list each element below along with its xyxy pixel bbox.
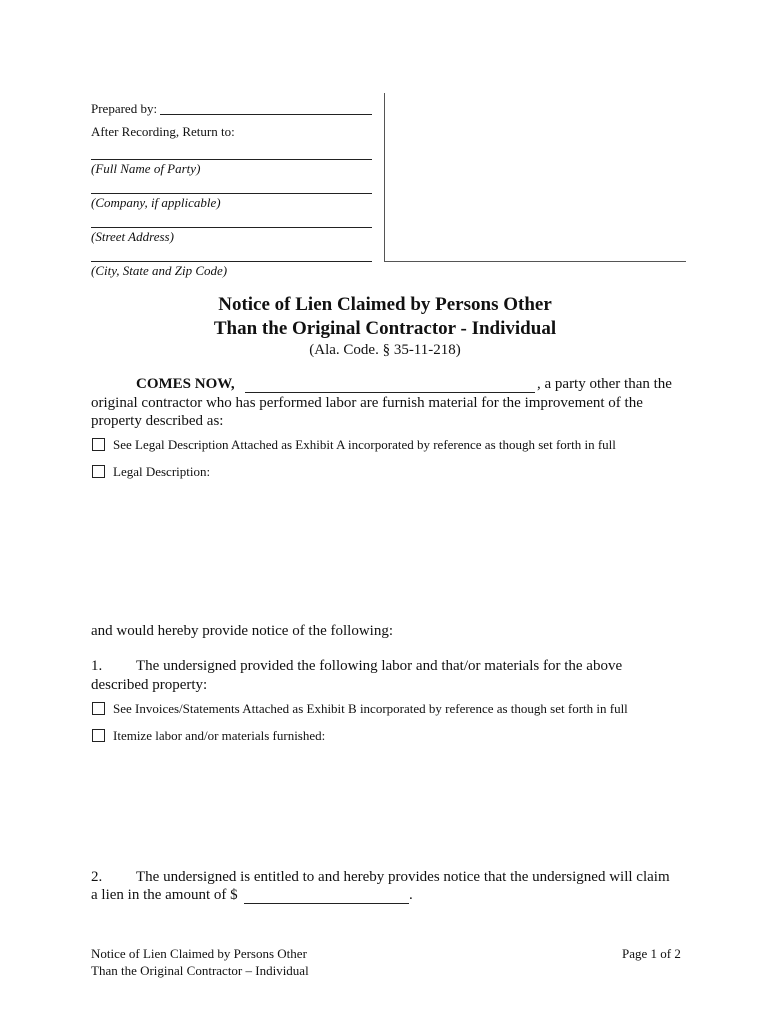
- itemize-label: Itemize labor and/or materials furnished:: [113, 728, 326, 743]
- item2-text-line1: The undersigned is entitled to and hereby provides notice that the undersigned will claim: [136, 869, 670, 885]
- company-caption: (Company, if applicable): [91, 195, 221, 210]
- intro-line2: original contractor who has performed labor are furnish material for the improvement of the: [91, 395, 643, 411]
- document-title-line2: Than the Original Contractor - Individual: [213, 318, 557, 339]
- item1-text-line1: The undersigned provided the following labor and that/or materials for the above: [136, 658, 623, 674]
- exhibit-b-label: See Invoices/Statements Attached as Exhibit B incorporated by reference as though set forth in full: [113, 701, 628, 716]
- city-caption: (City, State and Zip Code): [91, 263, 228, 278]
- itemize-checkbox[interactable]: [92, 729, 105, 742]
- prepared-by-label: Prepared by:: [91, 101, 158, 116]
- page-number: Page 1 of 2: [622, 946, 681, 961]
- party-other-text: , a party other than the: [537, 376, 672, 392]
- comes-now-label: COMES NOW,: [136, 376, 235, 392]
- footer-title-line2: Than the Original Contractor – Individual: [91, 963, 309, 978]
- item2-period: .: [409, 887, 413, 903]
- return-to-label: After Recording, Return to:: [91, 124, 235, 139]
- item2-text-line2: a lien in the amount of $: [91, 887, 238, 903]
- full-name-caption: (Full Name of Party): [91, 161, 201, 176]
- party-name-field[interactable]: [245, 392, 535, 393]
- notice-line: and would hereby provide notice of the following:: [91, 623, 394, 639]
- legal-description-checkbox[interactable]: [92, 465, 105, 478]
- intro-line3: property described as:: [91, 413, 224, 429]
- code-citation: (Ala. Code. § 35-11-218): [309, 342, 461, 358]
- exhibit-a-label: See Legal Description Attached as Exhibit A incorporated by reference as though set forth in full: [113, 437, 616, 452]
- exhibit-b-checkbox[interactable]: [92, 702, 105, 715]
- document-title-line1: Notice of Lien Claimed by Persons Other: [218, 294, 552, 315]
- prepared-by-field[interactable]: [160, 114, 372, 115]
- legal-description-label: Legal Description:: [113, 464, 211, 479]
- street-caption: (Street Address): [91, 229, 174, 244]
- street-field[interactable]: [91, 227, 372, 228]
- company-field[interactable]: [91, 193, 372, 194]
- exhibit-a-checkbox[interactable]: [92, 438, 105, 451]
- item2-number: 2.: [91, 869, 103, 885]
- recording-box-baseline: [384, 261, 686, 262]
- item1-text-line2: described property:: [91, 677, 208, 693]
- full-name-field[interactable]: [91, 159, 372, 160]
- city-field[interactable]: [91, 261, 372, 262]
- item1-number: 1.: [91, 658, 103, 674]
- lien-amount-field[interactable]: [244, 903, 409, 904]
- footer-title-line1: Notice of Lien Claimed by Persons Other: [91, 946, 307, 961]
- recording-box-divider: [384, 93, 385, 262]
